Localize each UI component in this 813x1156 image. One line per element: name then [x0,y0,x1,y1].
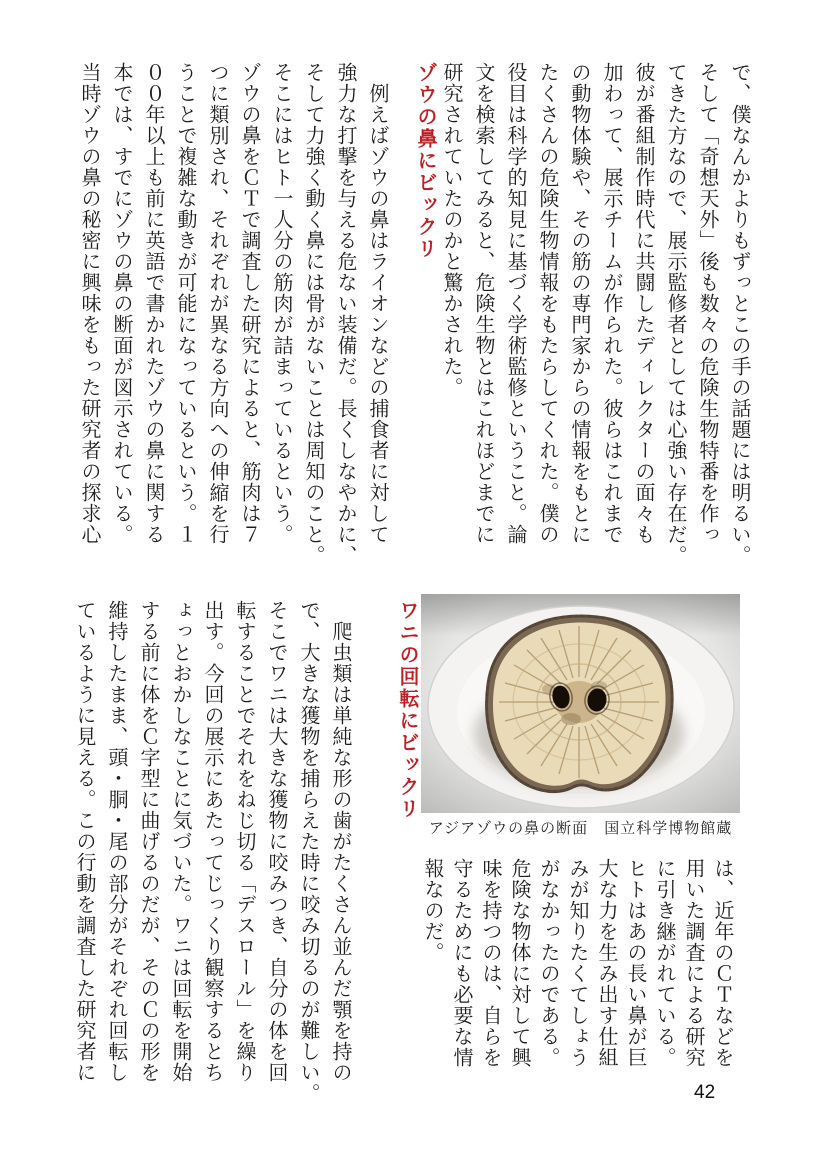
text-column: そして「奇想天外」後も数々の危険生物特番を作っ [696,62,718,545]
text-column: ゾウの鼻をＣＴで調査した研究によると、筋肉は７ [238,62,260,545]
section-heading-crocodile: ワニの回転にビックリ [396,600,418,820]
text-column: 危険な物体に対して興 [508,858,530,1068]
text-column: ００年以上も前に英語で書かれたゾウの鼻に関する [142,62,164,545]
text-column: 本では、すでにゾウの鼻の断面が図示されている。 [110,62,132,545]
text-column: 強力な打撃を与える危ない装備だ。長くしなやかに、 [334,62,356,566]
text-column: たくさんの危険生物情報をもたらしてくれた。僕の [536,62,558,545]
text-column: 転することでそれをねじ切る「デスロール」を繰り [233,600,255,1083]
text-column: 出す。今回の展示にあたってじっくり観察するとち [201,600,223,1083]
text-column: てきた方なので、展示監修者としては心強い存在だ。 [664,62,686,566]
trunk-photo [421,594,740,813]
section-heading-elephant: ゾウの鼻にビックリ [414,62,436,260]
text-column: つに類別され、それぞれが異なる方向への伸縮を行 [206,62,228,545]
text-column: 用いた調査による研究 [682,858,704,1068]
text-column: 研究されていたのかと驚かされた。 [440,62,462,398]
text-column: 味を持つのは、自らを [479,858,501,1068]
caption-subject: アジアゾウの鼻の断面 [428,820,589,837]
text-column: がなかったのである。 [537,858,559,1068]
text-column: 加わって、展示チームが作られた。彼らはこれまで [600,62,622,545]
text-column: 守るためにも必要な情 [450,858,472,1068]
text-column: そこでワニは大きな獲物に咬みつき、自分の体を回 [265,600,287,1083]
text-column: みが知りたくてしょう [566,858,588,1068]
text-column: で、僕なんかよりもずっとこの手の話題には明るい。 [728,62,750,566]
text-column: 役目は科学的知見に基づく学術監修ということ。論 [504,62,526,545]
text-column: 文を検索してみると、危険生物とはこれほどまでに [472,62,494,545]
text-column: 例えばゾウの鼻はライオンなどの捕食者に対して [366,62,388,545]
elephant-paragraph-part2 [421,858,732,1092]
text-column: に引き継がれている。 [653,858,675,1068]
text-column: する前に体をＣ字型に曲げるのだが、そのＣの形を [137,600,159,1083]
text-column: 大な力を生み出す仕組 [595,858,617,1068]
text-column: 報なのだ。 [421,858,443,963]
text-column: そこにはヒト一人分の筋肉が詰まっているという。 [270,62,292,545]
crocodile-text-block [73,600,418,1152]
trunk-cross-section-image [421,594,740,813]
page-number: 42 [694,1082,716,1103]
top-text-block [78,62,749,618]
text-column: 爬虫類は単純な形の歯がたくさん並んだ顎を持の [329,600,351,1083]
text-column: ているように見える。この行動を調査した研究者に [73,600,95,1083]
text-column: 維持したまま、頭・胴・尾の部分がそれぞれ回転し [105,600,127,1083]
text-column: うことで複雑な動きが可能になっているという。１ [174,62,196,545]
text-column: の動物体験や、その筋の専門家からの情報をもとに [568,62,590,545]
photo-caption [411,817,750,838]
text-column: 彼が番組制作時代に共闘したディレクターの面々も [632,62,654,545]
caption-credit: 国立科学博物館蔵 [604,820,733,837]
text-column: 当時ゾウの鼻の秘密に興味をもった研究者の探求心 [78,62,100,545]
text-column: ょっとおかしなことに気づいた。ワニは回転を開始 [169,600,191,1083]
text-column: は、近年のＣＴなどを [711,858,733,1068]
text-column: そして力強く動く鼻には骨がないことは周知のこと。 [302,62,324,566]
text-column: で、大きな獲物を捕らえた時に咬み切るのが難しい。 [297,600,319,1104]
text-column: ヒトはあの長い鼻が巨 [624,858,646,1068]
